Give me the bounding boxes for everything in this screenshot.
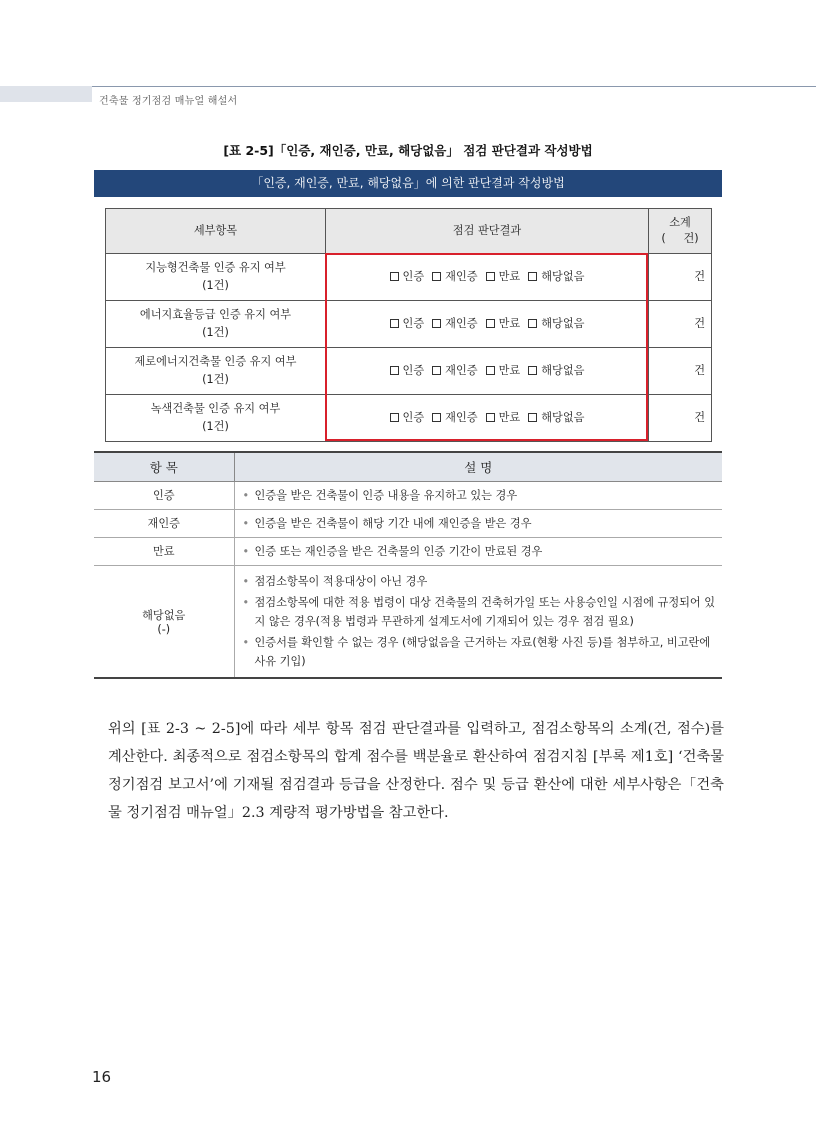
item-label: 만료 (152, 545, 175, 558)
item-cell (106, 348, 326, 395)
item-cell (106, 301, 326, 348)
table-caption: [표 2-5]「인증, 재인증, 만료, 해당없음」 점검 판단결과 작성방법 (223, 143, 593, 158)
item-cell (94, 481, 234, 509)
table-row (94, 565, 722, 678)
description-bullet: • 인증을 받은 건축물이 인증 내용을 유지하고 있는 경우 (241, 486, 717, 505)
option-label: 인증 (402, 317, 425, 330)
definition-table (94, 451, 722, 679)
header-description: 설 명 (234, 452, 722, 481)
table-row (94, 481, 722, 509)
header-item: 세부항목 (106, 209, 326, 254)
page-number: 16 (92, 1068, 112, 1086)
description-cell (234, 537, 722, 565)
option-label: 만료 (498, 364, 521, 377)
description-bullet: • 인증을 받은 건축물이 해당 기간 내에 재인증을 받은 경우 (241, 514, 717, 533)
item-count: (1건) (202, 279, 229, 292)
option-label: 재인증 (445, 270, 478, 283)
item-label: 재인증 (147, 517, 180, 530)
item-cell (94, 509, 234, 537)
option-label: 해당없음 (541, 364, 585, 377)
item-count: (1건) (202, 373, 229, 386)
option-label: 만료 (498, 317, 521, 330)
header-accent-bar (0, 86, 92, 102)
option-label: 해당없음 (541, 270, 585, 283)
subtotal-cell[interactable]: 건 (649, 301, 712, 348)
option-label: 해당없음 (541, 411, 585, 424)
option-label: 인증 (402, 411, 425, 424)
item-cell (106, 254, 326, 301)
item-name: 제로에너지건축물 인증 유지 여부 (134, 355, 297, 368)
option-label: 재인증 (445, 317, 478, 330)
description-bullet: • 점검소항목에 대한 적용 법령이 대상 건축물의 건축허가일 또는 사용승인일 시점에 규정되어 있지 않은 경우(적용 법령과 무관하게 설계도서에 기재되어 있는 경우 점검 필요) (241, 593, 717, 631)
header-item: 항 목 (94, 452, 234, 481)
item-cell (94, 537, 234, 565)
item-label-sub: (-) (157, 622, 171, 636)
description-cell (234, 509, 722, 537)
header-result: 점검 판단결과 (326, 209, 649, 254)
subtotal-cell[interactable]: 건 (649, 254, 712, 301)
description-bullet: • 점검소항목이 적용대상이 아닌 경우 (241, 572, 717, 591)
item-cell (94, 565, 234, 678)
option-label: 해당없음 (541, 317, 585, 330)
header-subtotal (649, 209, 712, 254)
description-cell (234, 565, 722, 678)
option-label: 만료 (498, 411, 521, 424)
result-highlight-frame (325, 253, 648, 441)
option-label: 재인증 (445, 364, 478, 377)
item-name: 녹색건축물 인증 유지 여부 (150, 402, 281, 415)
subtotal-cell[interactable]: 건 (649, 348, 712, 395)
running-title: 건축물 정기점검 매뉴얼 해설서 (99, 96, 238, 107)
item-name: 에너지효율등급 인증 유지 여부 (139, 308, 292, 321)
item-cell (106, 395, 326, 442)
subtotal-label: 소계 (669, 216, 691, 229)
item-label: 해당없음 (142, 608, 186, 622)
item-name: 지능형건축물 인증 유지 여부 (145, 261, 286, 274)
description-bullet: • 인증서를 확인할 수 없는 경우 (해당없음을 근거하는 자료(현황 사진 등)를 첨부하고, 비고란에 사유 기입) (241, 633, 717, 671)
description-cell (234, 481, 722, 509)
body-paragraph: 위의 [표 2-3 ~ 2-5]에 따라 세부 항목 점검 판단결과를 입력하고, 점검소항목의 소계(건, 점수)를 계산한다. 최종적으로 점검소항목의 합계 점수를 백분율로 환산하여 점검지침 [부록 제1호] ‘건축물 정기점검 보고서’에 기재될 점검결과 등급을 산정한다. 점수 및 등급 환산에 대한 세부사항은「건축물 정기점검 매뉴얼」2.3 계량적 평가방법을 참고한다. (108, 721, 724, 821)
description-bullet: • 인증 또는 재인증을 받은 건축물의 인증 기간이 만료된 경우 (241, 542, 717, 561)
table-title-bar: 「인증, 재인증, 만료, 해당없음」에 의한 판단결과 작성방법 (94, 170, 722, 197)
subtotal-cell[interactable]: 건 (649, 395, 712, 442)
item-count: (1건) (202, 420, 229, 433)
subtotal-unit: ( 건) (661, 232, 699, 245)
item-label: 인증 (152, 489, 175, 502)
option-label: 인증 (402, 270, 425, 283)
item-count: (1건) (202, 326, 229, 339)
table-row (94, 509, 722, 537)
header-rule (92, 86, 816, 87)
option-label: 인증 (402, 364, 425, 377)
table-row (94, 537, 722, 565)
option-label: 만료 (498, 270, 521, 283)
option-label: 재인증 (445, 411, 478, 424)
